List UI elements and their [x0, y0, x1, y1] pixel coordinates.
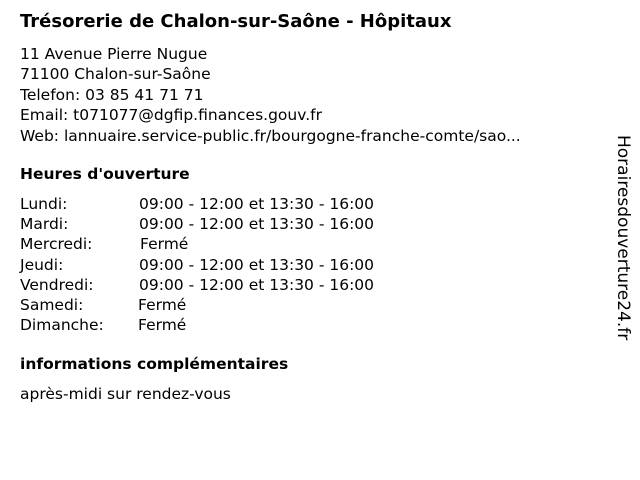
side-brand-watermark: Horairesdouverture24.fr	[613, 135, 633, 341]
page-title: Trésorerie de Chalon-sur-Saône - Hôpitaux	[20, 11, 452, 32]
additional-info-heading: informations complémentaires	[20, 355, 289, 373]
city-address: 71100 Chalon-sur-Saône	[20, 65, 211, 84]
day-label: Lundi:	[20, 195, 68, 213]
day-label: Vendredi:	[20, 275, 94, 294]
day-label: Jeudi:	[20, 255, 64, 274]
email-address: Email: t071077@dgfip.finances.gouv.fr	[20, 106, 322, 125]
day-hours: Fermé	[138, 316, 187, 335]
day-hours: 09:00 - 12:00 et 13:30 - 16:00	[139, 195, 375, 213]
day-hours: 09:00 - 12:00 et 13:30 - 16:00	[139, 275, 375, 294]
day-hours: 09:00 - 12:00 et 13:30 - 16:00	[139, 255, 375, 274]
day-label: Samedi:	[20, 295, 84, 314]
day-hours: Fermé	[138, 295, 187, 314]
day-label: Dimanche:	[20, 316, 104, 335]
street-address: 11 Avenue Pierre Nugue	[20, 45, 208, 63]
day-hours: 09:00 - 12:00 et 13:30 - 16:00	[139, 215, 375, 234]
phone-number: Telefon: 03 85 41 71 71	[20, 85, 204, 104]
day-label: Mardi:	[20, 215, 69, 234]
day-hours: Fermé	[140, 235, 189, 254]
additional-info-text: après-midi sur rendez-vous	[20, 385, 231, 403]
address-block	[20, 44, 600, 146]
day-label: Mercredi:	[20, 235, 93, 254]
opening-hours-heading: Heures d'ouverture	[20, 165, 190, 183]
website-link[interactable]: Web: lannuaire.service-public.fr/bourgogne-franche-comte/sao...	[20, 126, 521, 145]
